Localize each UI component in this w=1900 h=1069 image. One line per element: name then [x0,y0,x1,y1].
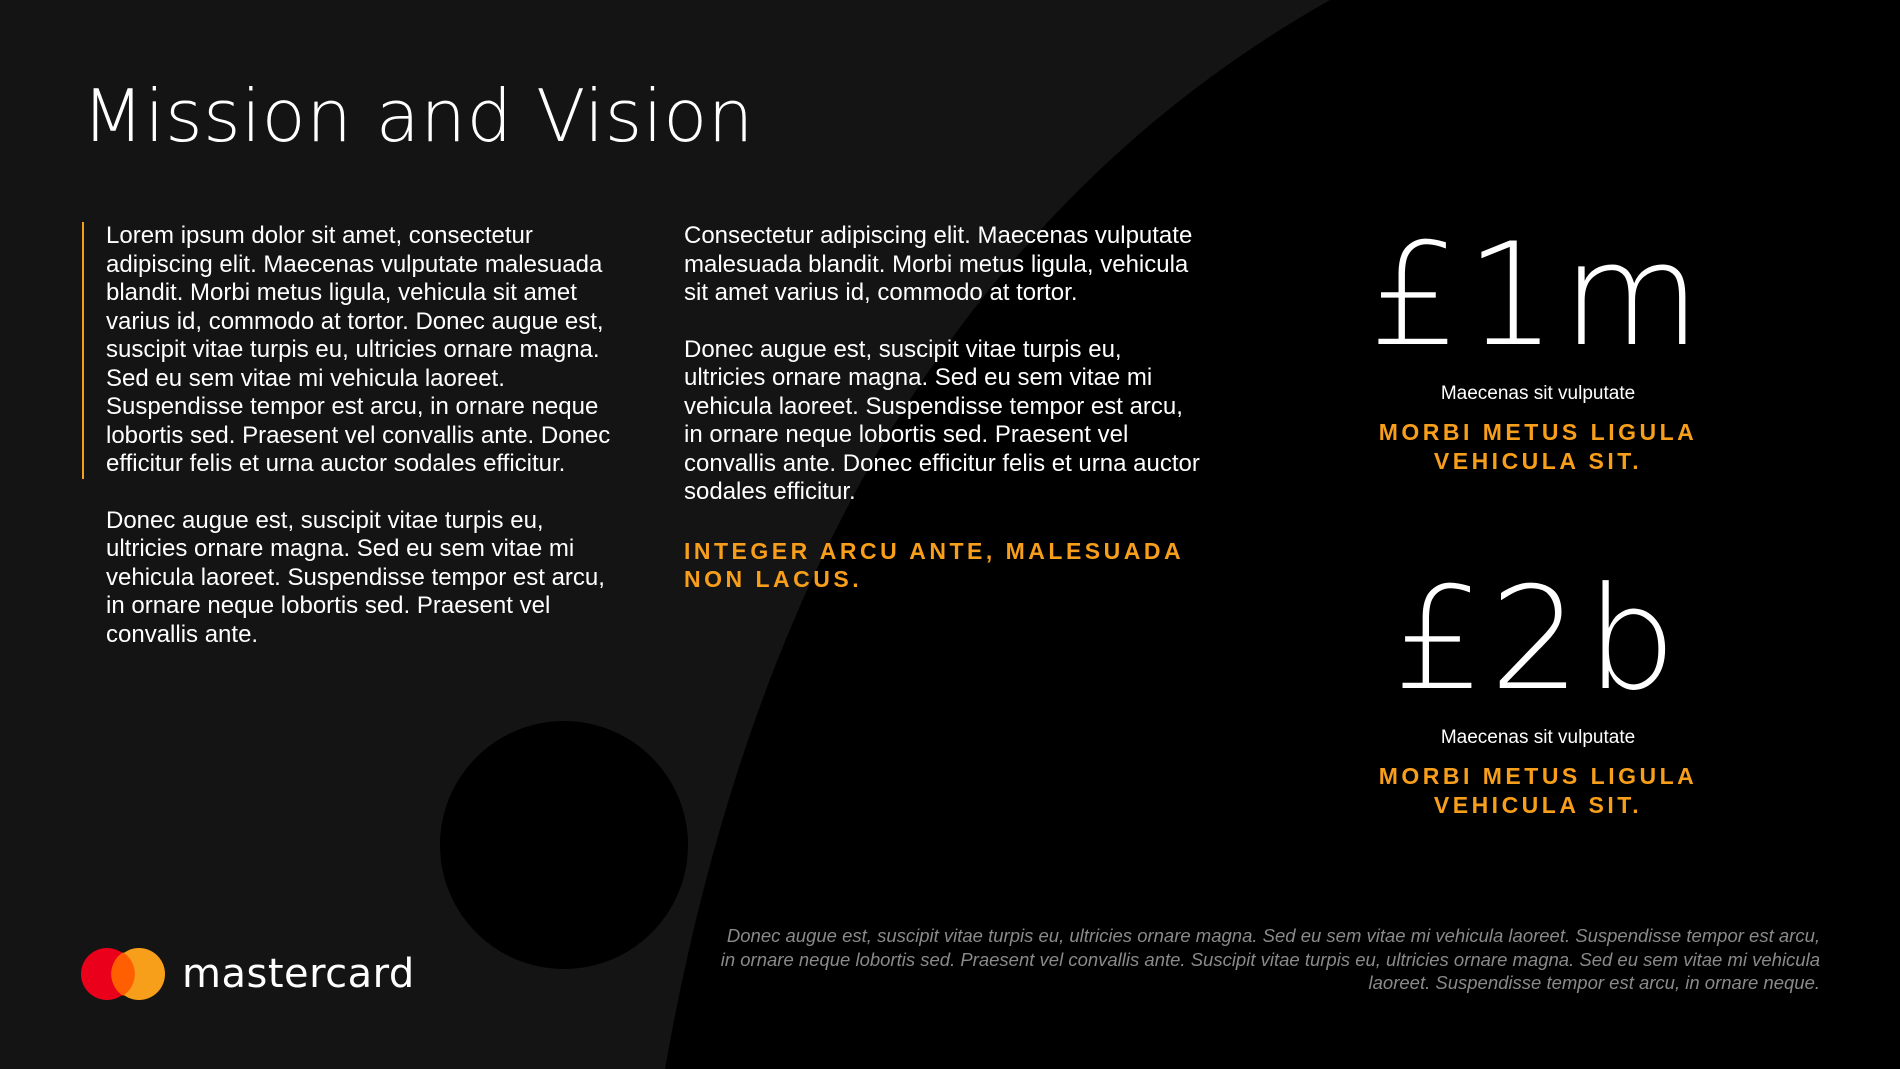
stat-caption-2: Maecenas sit vulputate [1440,727,1636,748]
middle-paragraph-2: Donec augue est, suscipit vitae turpis eu, ultricies ornare magna. Sed eu sem vitae mi vehicula laoreet. Suspendisse tempor est arcu, in ornare neque lobortis sed. Praesent vel convallis ante. Donec efficitur felis et urna auctor sodales efficitur. [684,335,1200,505]
left-text-column [82,222,612,649]
middle-paragraph-1: Consectetur adipiscing elit. Maecenas vulputate malesuada blandit. Morbi metus ligula, vehicula sit amet varius id, commodo at tortor. [684,222,1193,306]
left-paragraph-2: Donec augue est, suscipit vitae turpis eu, ultricies ornare magna. Sed eu sem vitae mi vehicula laoreet. Suspendisse tempor est arcu, in ornare neque lobortis sed. Praesent vel convallis ante. [106,506,605,648]
mastercard-wordmark: mastercard [182,951,415,997]
stat-caption-1: Maecenas sit vulputate [1440,383,1636,404]
plain-paragraph-block [82,507,612,650]
stat-label-1: MORBI METUS LIGULA VEHICULA SIT. [1378,419,1698,474]
stat-label-2: MORBI METUS LIGULA VEHICULA SIT. [1378,763,1698,818]
slide-title: Mission and Vision [82,74,754,158]
middle-text-column [684,222,1204,593]
stat-block-1 [1338,213,1738,476]
left-paragraph-1: Lorem ipsum dolor sit amet, consectetur adipiscing elit. Maecenas vulputate malesuada blandit. Morbi metus ligula, vehicula sit amet varius id, commodo at tortor. Donec augue est, suscipit vitae turpis eu, ultricies ornare magna. Sed eu sem vitae mi vehicula laoreet. Suspendisse tempor est arcu, in ornare neque lobortis sed. Praesent vel convallis ante. Donec efficitur felis et urna auctor sodales efficitur. [106,222,611,477]
stat-value-2: £2b [1393,557,1683,722]
middle-highlight-text: INTEGER ARCU ANTE, MALESUADA NON LACUS. [684,537,1184,592]
brand-logo [80,944,415,1004]
footnote-text: Donec augue est, suscipit vitae turpis eu, ultricies ornare magna. Sed eu sem vitae mi vehicula laoreet. Suspendisse tempor est arcu, in ornare neque lobortis sed. Praesent vel convallis ante. Suscipit vitae turpis eu, ultricies ornare magna. Sed eu sem vitae mi vehicula laoreet. Suspendisse tempor est arcu, in ornare neque. [720,925,1820,993]
accented-paragraph-block [82,222,612,479]
stat-value-1: £1m [1369,213,1707,378]
small-black-circle-shape [440,721,688,969]
mastercard-logo-icon [80,946,166,1002]
stat-block-2 [1338,557,1738,820]
